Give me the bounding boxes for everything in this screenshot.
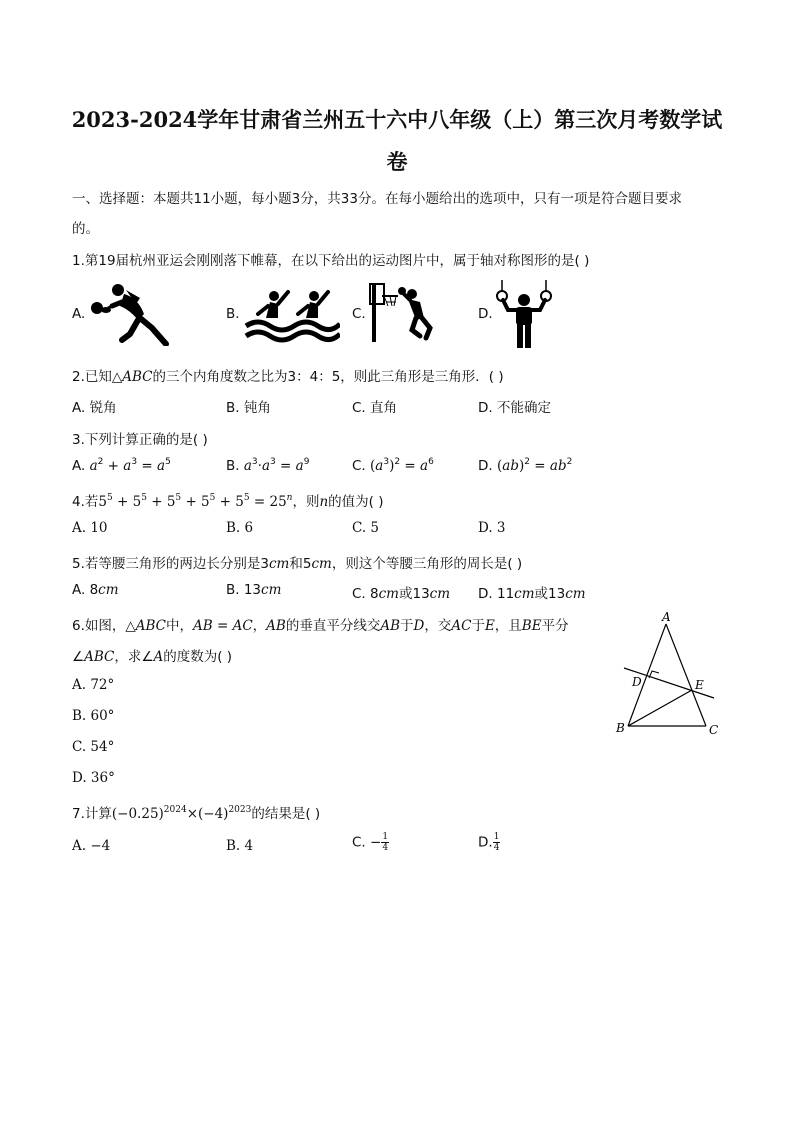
question-6-stem: 6.如图，△ABC中，AB = AC，AB的垂直平分线交AB于D，交AC于E，且BE平分 [72,618,569,634]
q5-unit: cm [311,556,332,572]
triangle-figure [612,608,732,740]
question-3-stem: 3.下列计算正确的是( ) [72,432,208,448]
q4-stem-part: 4.若 [72,494,99,510]
q1-option-b-label: B. [226,306,240,322]
q3-option-c: C. $(a^3)^2 = a^6$ [352,457,434,474]
question-2-stem [72,365,504,385]
q7-option-b: B. 4 [226,838,254,854]
q5-option-d: D. 11cm或13cm [478,586,586,602]
rings-gymnastics-icon [494,280,554,348]
q6-option-c: C. 54° [72,739,115,755]
basketball-icon [368,282,450,344]
q6-option-a: A. 72° [72,677,115,693]
q2-option-b: B. 钝角 [226,400,271,416]
q4-stem-part: 的值为( ) [328,494,384,510]
q3-option-a: A. $a^2 + a^3 = a^5$ [72,457,171,474]
q5-stem-part: 5.若等腰三角形的两边长分别是3 [72,556,269,572]
label-e: E [695,678,704,692]
q7-option-c: C. − $\frac{1}{4}$ [352,832,389,853]
q2-stem-part: 2.已知△ [72,369,123,385]
q4-variable: n [319,494,329,510]
q4-option-d: D. 3 [478,520,506,536]
q2-stem-part: 的三个内角度数之比为3：4：5，则此三角形是三角形．( ) [152,369,504,385]
q2-option-d: D. 不能确定 [478,400,551,416]
q2-triangle-name: ABC [122,369,153,385]
q5-option-a: A. 8cm [72,582,119,598]
section-instruction-cont: 的。 [72,221,99,237]
q5-option-b: B. 13cm [226,582,282,598]
page-title-cont: 卷 [386,149,408,174]
section-instruction: 一、选择题：本题共11小题，每小题3分，共33分。在每小题给出的选项中，只有一项是符合题目要求 [72,191,682,207]
question-5-stem [72,552,522,572]
side-ac [666,624,706,726]
label-b: B [616,721,625,735]
q4-stem-part: ，则 [292,494,320,510]
q3-option-b: B. $a^3\cdot a^3 = a^9$ [226,457,310,474]
table-tennis-icon [88,284,176,346]
q7-option-d: D. $\frac{1}{4}$ [478,832,500,853]
segment-be [628,690,692,726]
label-d: D [632,675,642,689]
q1-option-c-label: C. [352,306,366,322]
label-a: A [662,610,671,624]
synchronized-swimming-icon [244,288,340,344]
label-c: C [709,723,719,737]
q1-option-a-label: A. [72,306,86,322]
question-4-stem: 4.若$5^5 + 5^5 + 5^5 + 5^5 + 5^5 = 25^n$，则n的值为( ) [72,493,384,510]
question-6-stem-cont: ∠ABC，求∠A的度数为( ) [72,649,233,665]
q5-stem-part: 和5 [289,556,312,572]
q4-option-b: B. 6 [226,520,254,536]
q5-option-c: C. 8cm或13cm [352,586,451,602]
question-7-stem: 7.计算$(-0.25)^{2024}\times(-4)^{2023}$的结果是( ) [72,805,321,822]
q5-stem-part: ，则这个等腰三角形的周长是( ) [331,556,523,572]
q6-option-d: D. 36° [72,770,115,786]
question-1-stem: 1.第19届杭州亚运会刚刚落下帷幕，在以下给出的运动图片中，属于轴对称图形的是( ) [72,253,590,269]
q1-option-d-label: D. [478,306,493,322]
q3-option-d: D. $(ab)^2 = ab^2$ [478,457,573,474]
page-title: 2023-2024学年甘肃省兰州五十六中八年级（上）第三次月考数学试 [71,107,723,132]
q6-option-b: B. 60° [72,708,115,724]
q4-option-a: A. 10 [72,520,108,536]
q7-option-a: A. −4 [72,838,111,854]
q2-option-c: C. 直角 [352,400,398,416]
q5-unit: cm [268,556,290,572]
q4-option-c: C. 5 [352,520,380,536]
q2-option-a: A. 锐角 [72,400,117,416]
